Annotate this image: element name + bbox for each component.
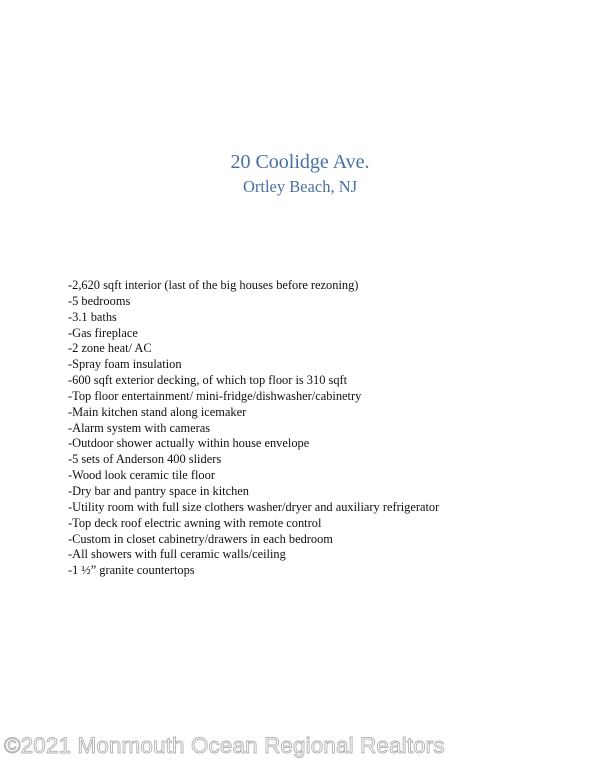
- list-item: -Main kitchen stand along icemaker: [68, 404, 247, 419]
- list-item: -Alarm system with cameras: [68, 420, 211, 435]
- list-item: -5 sets of Anderson 400 sliders: [68, 452, 222, 467]
- copyright-watermark: ©2021 Monmouth Ocean Regional Realtors: [4, 733, 445, 758]
- list-item: -Dry bar and pantry space in kitchen: [68, 483, 249, 498]
- list-item: -1 ½” granite countertops: [68, 563, 195, 578]
- list-item: -600 sqft exterior decking, of which top floor is 310 sqft: [68, 373, 348, 388]
- list-item: -Top floor entertainment/ mini-fridge/dishwasher/cabinetry: [68, 388, 362, 403]
- list-item: -3.1 baths: [68, 309, 117, 324]
- list-item: -Top deck roof electric awning with remote control: [68, 515, 322, 530]
- feature-list: [68, 278, 588, 579]
- list-item: -Custom in closet cabinetry/drawers in each bedroom: [68, 531, 333, 546]
- list-item: -2,620 sqft interior (last of the big houses before rezoning): [68, 278, 359, 292]
- list-item: -Utility room with full size clothers washer/dryer and auxiliary refrigerator: [68, 499, 440, 514]
- list-item: -Wood look ceramic tile floor: [68, 468, 215, 483]
- list-item: -Outdoor shower actually within house envelope: [68, 436, 310, 451]
- list-item: -2 zone heat/ AC: [68, 341, 152, 356]
- property-location-subtitle: Ortley Beach, NJ: [242, 177, 358, 196]
- list-item: -All showers with full ceramic walls/ceiling: [68, 547, 286, 562]
- list-item: -Spray foam insulation: [68, 357, 182, 372]
- list-item: -5 bedrooms: [68, 293, 131, 308]
- list-item: -Gas fireplace: [68, 325, 138, 340]
- property-address-title: 20 Coolidge Ave.: [230, 151, 370, 173]
